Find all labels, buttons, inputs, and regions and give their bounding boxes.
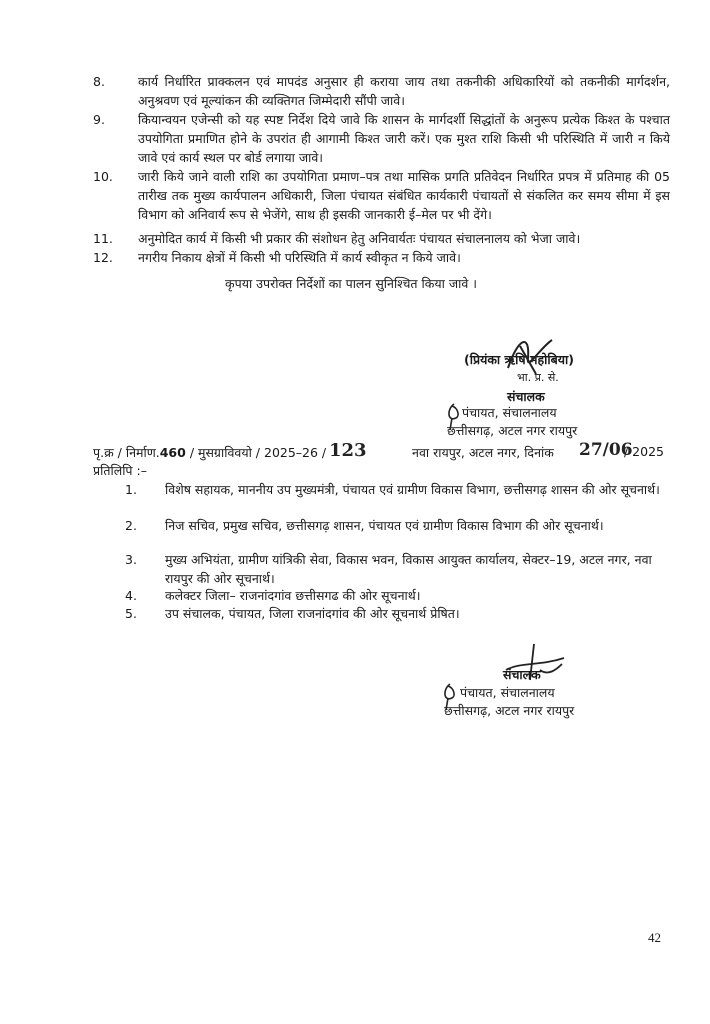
item-text: कियान्वयन एजेन्सी को यह स्पष्ट निर्देश दिये जावे कि शासन के मार्गदर्शी सिद्धांतों के अनुरूप प्रत्येक किश्त के पश्चात उपयोगिता प्रमाणित होने के उपरांत ही आगामी किश्त जारी करें। एक मुश्त राशि किसी भी परिस्थिति में जारी न किये जावे एवं कार्य स्थल पर बोर्ड लगाया जावे।: [138, 112, 670, 165]
ref-handwritten: 123: [329, 440, 367, 461]
copy-text: कलेक्टर जिला– राजनांदगांव छत्तीसगढ की ओर सूचनार्थ।: [165, 588, 421, 603]
copy-text: उप संचालक, पंचायत, जिला राजनांदगांव की ओर सूचनार्थ प्रेषित।: [165, 606, 460, 621]
signatory-service: भा. प्र. से.: [517, 371, 559, 384]
closing-request: कृपया उपरोक्त निर्देशों का पालन सुनिश्चित किया जावे ।: [225, 276, 478, 291]
item-number: 9.: [93, 112, 105, 127]
bottom-designation: संचालक: [503, 667, 541, 682]
ref-prefix: पृ.क्र / निर्माण.: [93, 445, 160, 460]
item-text: कार्य निर्धारित प्राक्कलन एवं मापदंड अनुसार ही कराया जाय तथा तकनीकी अधिकारियों को तकनीकी मार्गदर्शन, अनुश्रवण एवं मूल्यांकन की व्यक्तिगत जिम्मेदारी सौंपी जावे।: [138, 74, 670, 108]
copy-text: विशेष सहायक, माननीय उप मुख्यमंत्री, पंचायत एवं ग्रामीण विकास विभाग, छत्तीसगढ़ शासन की ओर सूचनार्थ।: [165, 482, 660, 497]
item-text: अनुमोदित कार्य में किसी भी प्रकार की संशोधन हेतु अनिवार्यतः पंचायत संचालनालय को भेजा जावे।: [138, 231, 581, 246]
signatory-designation: संचालक: [507, 389, 545, 404]
signatory-office: पंचायत, संचालनालय: [462, 405, 557, 420]
initial-icon: [444, 400, 464, 432]
page-number: 42: [648, 930, 661, 945]
item-text: नगरीय निकाय क्षेत्रों में किसी भी परिस्थिति में कार्य स्वीकृत न किये जावे।: [138, 250, 461, 265]
item-number: 12.: [93, 250, 113, 265]
copy-number: 5.: [125, 606, 137, 621]
copy-text: मुख्य अभियंता, ग्रामीण यांत्रिकी सेवा, विकास भवन, विकास आयुक्त कार्यालय, सेक्टर–19, अटल नगर, नवा रायपुर की ओर सूचनार्थ।: [165, 552, 652, 586]
item-text: जारी किये जाने वाली राशि का उपयोगिता प्रमाण–पत्र तथा मासिक प्रगति प्रतिवेदन निर्धारित प्रपत्र में प्रतिमाह की 05 तारीख तक मुख्य कार्यपालन अधिकारी, जिला पंचायत संबंधित कार्यकारी पंचायतों से संकलित कर समय सीमा में इस विभाग को अनिवार्य रूप से भेजेंगे, साथ ही इसकी जानकारी ई–मेल पर भी देंगे।: [138, 169, 670, 222]
copy-number: 4.: [125, 588, 137, 603]
item-number: 8.: [93, 74, 105, 89]
place-date: [412, 444, 554, 461]
direction-item: [93, 110, 670, 167]
direction-item: [93, 72, 670, 110]
ref-mid: / मुसग्राविवयो / 2025–26 /: [189, 445, 327, 460]
item-number: 11.: [93, 231, 113, 246]
signatory-name: (प्रियंका ऋषि महोबिया): [464, 352, 574, 367]
copy-text: निज सचिव, प्रमुख सचिव, छत्तीसगढ़ शासन, पंचायत एवं ग्रामीण विकास विभाग की ओर सूचनार्थ।: [165, 518, 604, 533]
copy-number: 2.: [125, 518, 137, 533]
copy-item: [125, 550, 670, 588]
copy-item: [125, 480, 670, 518]
item-number: 10.: [93, 169, 113, 184]
date-year: / 2025: [624, 444, 664, 459]
direction-item: [93, 167, 670, 227]
date-handwritten: 27/06: [579, 440, 633, 460]
direction-item: [93, 229, 670, 248]
copy-label: प्रतिलिपि :–: [93, 463, 147, 478]
copy-item: [125, 604, 670, 623]
bottom-address: छत्तीसगढ़, अटल नगर रायपुर: [444, 703, 575, 718]
signatory-address: छत्तीसगढ़, अटल नगर रायपुर: [447, 423, 578, 438]
initial-icon: [440, 680, 460, 712]
place-date-prefix: नवा रायपुर, अटल नगर, दिनांक: [412, 445, 554, 460]
copy-number: 1.: [125, 482, 137, 497]
endorsement-line: [93, 444, 326, 461]
direction-item: [93, 248, 670, 267]
copy-item: [125, 586, 670, 605]
bottom-office: पंचायत, संचालनालय: [460, 685, 555, 700]
ref-number: 460: [159, 445, 186, 460]
copy-number: 3.: [125, 552, 137, 567]
copy-item: [125, 516, 670, 554]
